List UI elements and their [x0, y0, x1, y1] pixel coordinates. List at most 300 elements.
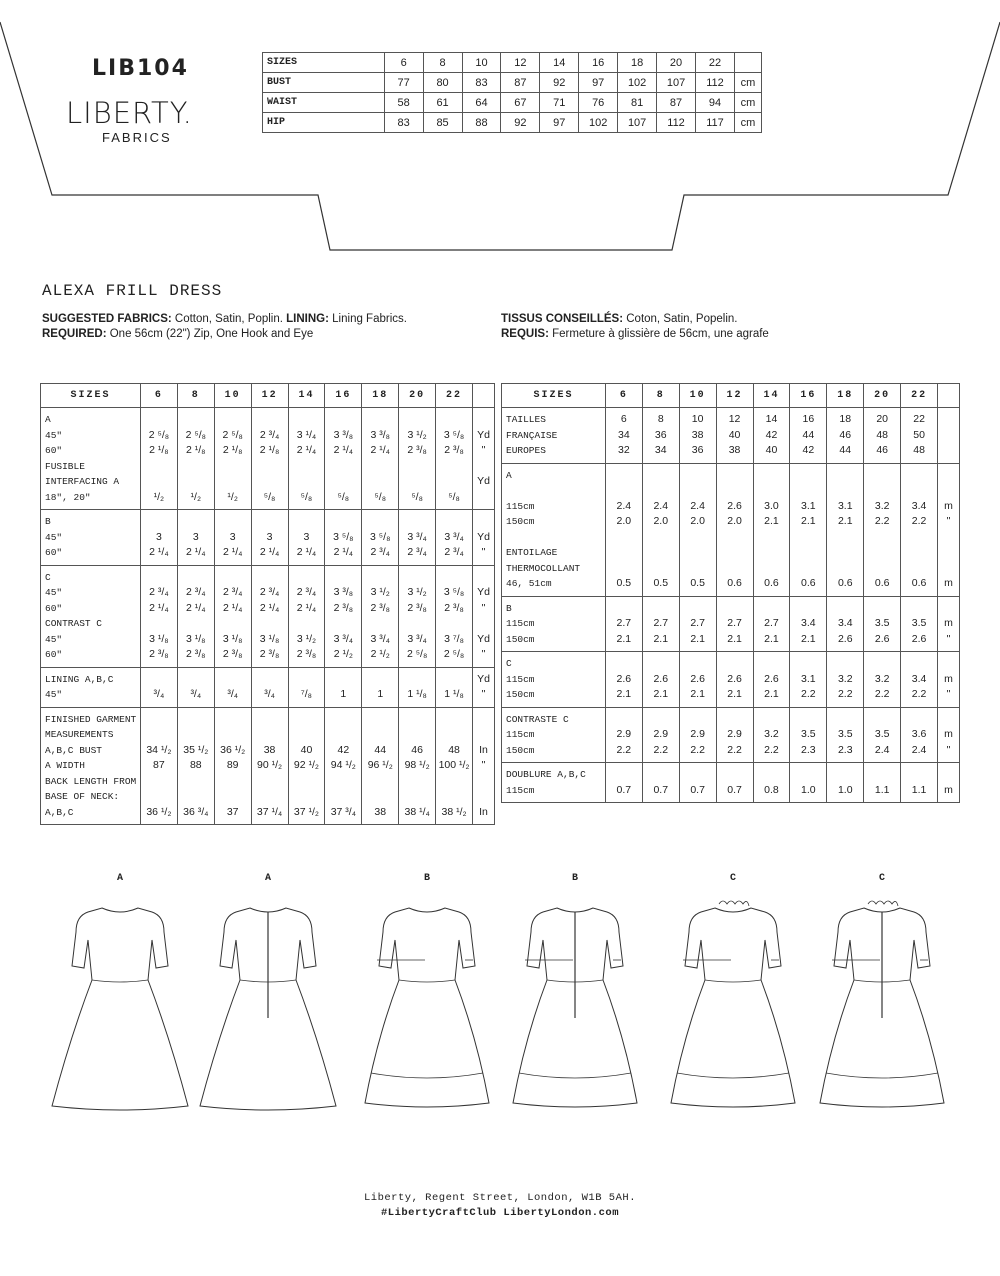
yardage-value	[901, 483, 937, 499]
size-column-cell	[864, 463, 901, 596]
yardage-value	[717, 561, 753, 577]
line-label: 60"	[45, 445, 63, 456]
yardage-value	[754, 561, 790, 577]
requis-value: Fermeture à glissière de 56cm, une agrafe	[548, 328, 769, 340]
yardage-value: 2.1	[616, 632, 632, 645]
size-column-cell	[605, 596, 642, 652]
line-label: 60"	[45, 547, 63, 558]
yardage-value	[289, 727, 325, 743]
yardage-value	[289, 570, 325, 586]
yardage-value	[680, 468, 716, 484]
size-column-cell	[716, 763, 753, 803]
yardage-value: 2.9	[653, 728, 669, 740]
yardage-value: 2.4	[690, 499, 705, 512]
unit-column-cell	[938, 408, 960, 464]
dress-drawing	[802, 888, 962, 1138]
yardage-value: ³/₄	[227, 688, 239, 700]
yardage-value: 38 ¹/₄	[404, 805, 430, 818]
yardage-value	[901, 767, 937, 783]
size-column-cell	[214, 707, 251, 825]
line-label: 115cm	[506, 673, 535, 685]
measurement-unit: cm	[734, 73, 761, 93]
size-column-cell	[288, 565, 325, 667]
unit-column-cell	[473, 667, 495, 707]
yardage-value	[362, 789, 398, 805]
yardage-value: 2 ¹/₄	[296, 601, 317, 614]
yardage-value: 48	[876, 428, 889, 441]
measurement-value: 88	[462, 113, 501, 133]
group-bottom-pad	[506, 647, 605, 651]
line-label: 45"	[45, 587, 63, 598]
yardage-value: ¹/₂	[153, 490, 165, 503]
yardage-value	[399, 616, 435, 632]
yardage-value: 40	[300, 743, 313, 756]
size-column-cell	[605, 652, 642, 708]
yardage-value	[252, 474, 288, 490]
yardage-value	[141, 616, 177, 632]
yardage-value	[754, 656, 790, 672]
yardage-value: 2 ¹/₈	[259, 444, 280, 456]
yardage-value: 18	[839, 413, 852, 425]
lining-key: LINING:	[286, 313, 329, 325]
unit-header	[938, 384, 960, 408]
yardage-value: 2 ³/₄	[149, 586, 169, 598]
yardage-value	[215, 570, 251, 586]
yardage-value	[362, 474, 398, 490]
line-label	[506, 483, 605, 499]
unit-label	[938, 483, 959, 499]
yardage-value	[399, 412, 435, 428]
yardage-value: 2 ³/₈	[407, 601, 427, 614]
yardage-value: 2 ³/₈	[370, 601, 390, 614]
yardage-value: 2.4	[874, 743, 890, 756]
yardage-value	[141, 712, 177, 728]
yardage-value: ³/₄	[190, 688, 202, 700]
garment-sketches	[0, 868, 1000, 1138]
yardage-value: 2 ³/₈	[407, 444, 427, 456]
size-column-cell	[679, 463, 716, 596]
yardage-value	[325, 459, 361, 475]
yardage-value: 2.2	[690, 743, 705, 756]
size-column-cell	[642, 652, 679, 708]
unit-label: "	[481, 444, 486, 456]
yardage-value: ⁵/₈	[374, 490, 387, 503]
size-column-cell	[901, 596, 938, 652]
size-column-cell	[753, 707, 790, 763]
yardage-value: 2 ³/₄	[296, 586, 317, 598]
yardage-value	[289, 789, 325, 805]
unit-label	[938, 601, 959, 617]
yardage-value: 2 ¹/₂	[370, 648, 390, 660]
yardage-value	[215, 474, 251, 490]
unit-label: "	[946, 515, 951, 527]
yardage-value: 38	[691, 428, 704, 441]
yardage-value	[178, 712, 214, 728]
line-label: A,B,C BUST	[45, 744, 103, 756]
yardage-value: 2.6	[764, 672, 779, 685]
yardage-value: ⁵/₈	[337, 490, 350, 503]
yardage-value	[754, 545, 790, 561]
yardage-value: 2 ³/₄	[186, 586, 206, 598]
yardage-value	[790, 483, 826, 499]
yardage-value	[289, 774, 325, 790]
yardage-value	[864, 601, 900, 617]
measurement-value: 64	[462, 93, 501, 113]
yardage-value	[215, 789, 251, 805]
size-header: 16	[790, 384, 827, 408]
group-bottom-pad	[45, 703, 140, 707]
size-cell: 18	[618, 53, 657, 73]
yardage-value: 2 ⁵/₈	[148, 428, 170, 441]
yardage-value: 2 ³/₈	[333, 601, 354, 614]
yardage-value: 2.6	[874, 632, 890, 645]
size-column-cell	[642, 596, 679, 652]
yardage-value: 98 ¹/₂	[404, 759, 430, 771]
suggested-fabrics-key: SUGGESTED FABRICS:	[42, 313, 172, 325]
yardage-value	[215, 672, 251, 688]
yardage-value: 89	[226, 759, 239, 771]
yardage-value: 2.1	[690, 632, 705, 645]
yardage-value	[289, 616, 325, 632]
yardage-value	[178, 412, 214, 428]
group-labels	[41, 408, 141, 510]
sketch-label: A	[116, 873, 123, 884]
size-column-cell	[864, 596, 901, 652]
yardage-value	[901, 656, 937, 672]
yardage-value: 0.6	[801, 577, 816, 589]
yardage-value: ¹/₂	[227, 490, 238, 503]
size-column-cell	[790, 596, 827, 652]
unit-label: In	[479, 805, 488, 818]
yardage-value	[827, 483, 863, 499]
yardage-value	[436, 570, 472, 586]
yardage-value	[325, 474, 361, 490]
yardage-value	[864, 656, 900, 672]
yardage-value: 3.2	[764, 728, 779, 740]
size-column-cell	[642, 707, 679, 763]
yardage-value: 2.4	[653, 499, 669, 512]
yardage-value	[827, 601, 863, 617]
yardage-value: 1.0	[837, 783, 853, 796]
tissus-value: Coton, Satin, Popelin.	[623, 313, 738, 325]
line-label: 150cm	[506, 744, 535, 756]
yardage-value	[827, 468, 863, 484]
yardage-value	[289, 459, 325, 475]
yardage-value	[325, 570, 361, 586]
group-labels	[41, 565, 141, 667]
yardage-value	[399, 514, 435, 530]
size-column-cell	[177, 510, 214, 566]
yardage-value: 2.0	[690, 515, 705, 527]
group-bottom-pad	[45, 820, 140, 824]
yardage-value: 2 ⁵/₈	[185, 428, 206, 441]
yardage-value: 34 ¹/₂	[146, 743, 172, 756]
yardage-value: ⁵/₈	[411, 490, 423, 503]
size-column-cell	[716, 596, 753, 652]
measurement-label: BUST	[263, 73, 385, 93]
unit-label: Yd	[477, 586, 490, 598]
line-label: 18", 20"	[45, 491, 91, 503]
yardage-value: 2.2	[616, 743, 632, 756]
unit-label: m	[944, 499, 953, 512]
body-measurement-table	[262, 52, 762, 133]
yardage-value: 3.5	[801, 728, 816, 740]
yardage-value	[325, 789, 361, 805]
yardage-value	[362, 459, 398, 475]
yardage-value	[790, 656, 826, 672]
unit-label: m	[944, 577, 953, 589]
dress-drawing	[188, 888, 348, 1138]
yardage-value	[178, 459, 214, 475]
measurement-value: 71	[540, 93, 579, 113]
yardage-value: 2.4	[616, 499, 632, 512]
yardage-value	[141, 672, 177, 688]
yardage-value: 2.1	[764, 688, 779, 700]
yardage-value	[901, 712, 937, 728]
footer-address: Liberty, Regent Street, London, W1B 5AH.	[363, 1192, 637, 1204]
line-label: C	[45, 571, 51, 583]
unit-label: m	[944, 617, 953, 629]
yardage-value: 2.2	[727, 743, 742, 756]
yardage-value: 3 ⁵/₈	[443, 586, 465, 598]
yardage-value	[827, 712, 863, 728]
yardage-value: 3 ⁵/₈	[333, 530, 354, 543]
yardage-value: 3.0	[764, 499, 779, 512]
size-header: 18	[827, 384, 864, 408]
measurement-value: 85	[423, 113, 462, 133]
yardage-value	[141, 514, 177, 530]
yardage-value	[864, 545, 900, 561]
unit-label: Yd	[477, 632, 490, 645]
size-column-cell	[864, 652, 901, 708]
yardage-value: 2 ³/₄	[444, 546, 464, 558]
size-column-cell	[251, 565, 288, 667]
size-cell: 12	[501, 53, 540, 73]
yardage-value: 2.6	[690, 672, 705, 685]
yardage-value: 42	[337, 743, 350, 756]
yardage-value: 36 ¹/₂	[220, 743, 246, 756]
yardage-value: 2.2	[837, 688, 853, 700]
yardage-value: 6	[620, 413, 627, 425]
unit-cell	[734, 53, 761, 73]
yardage-value	[643, 561, 679, 577]
yardage-value: 2 ¹/₈	[222, 444, 243, 456]
yardage-value: 50	[913, 428, 925, 441]
unit-label: "	[481, 648, 486, 660]
dress-drawing	[347, 888, 507, 1138]
yardage-value	[325, 514, 361, 530]
yardage-value: 2 ¹/₄	[370, 444, 390, 456]
yardage-value: 3.5	[837, 728, 853, 740]
suggested-fabrics-value: Cotton, Satin, Poplin.	[171, 313, 287, 325]
unit-column-cell	[473, 707, 495, 825]
yardage-value: 2 ³/₈	[222, 648, 243, 660]
line-label: 45"	[45, 531, 63, 543]
yardage-value: 2 ¹/₄	[333, 444, 354, 456]
yardage-value	[643, 468, 679, 484]
yardage-value: 46	[876, 444, 889, 456]
yardage-value	[215, 727, 251, 743]
line-label: EUROPES	[506, 445, 546, 456]
yardage-value: 2.1	[837, 515, 853, 527]
size-column-cell	[864, 763, 901, 803]
yardage-value	[141, 774, 177, 790]
yardage-value: 36	[691, 444, 704, 456]
size-column-cell	[827, 652, 864, 708]
unit-label: Yd	[477, 475, 490, 487]
yardage-value: 36	[654, 428, 667, 441]
unit-label: m	[944, 728, 953, 740]
yardage-value: 3	[155, 530, 162, 543]
measurement-value: 112	[657, 113, 696, 133]
yardage-value: 2.6	[616, 672, 632, 685]
unit-label	[473, 789, 494, 805]
yardage-value	[289, 514, 325, 530]
fabric-group-row	[502, 763, 960, 803]
size-column-cell	[140, 667, 177, 707]
yardage-value: 37 ¹/₄	[256, 805, 283, 818]
sketch-b-front	[347, 868, 507, 1138]
yardage-value: 0.6	[911, 577, 927, 589]
yardage-value	[362, 412, 398, 428]
size-column-cell	[716, 707, 753, 763]
measurement-unit: cm	[734, 113, 761, 133]
required-key: REQUIRED:	[42, 328, 107, 340]
tissus-key: TISSUS CONSEILLÉS:	[501, 313, 624, 325]
yardage-value	[827, 561, 863, 577]
measurement-value: 92	[540, 73, 579, 93]
yardage-value: 2 ¹/₄	[296, 546, 317, 558]
brand-subtitle: FABRICS	[102, 130, 172, 145]
size-header: 20	[864, 384, 901, 408]
size-column-cell	[679, 596, 716, 652]
size-cell: 8	[423, 53, 462, 73]
fabric-group-row	[502, 408, 960, 464]
yardage-value	[178, 774, 214, 790]
size-column-cell	[436, 707, 473, 825]
yardage-value	[436, 774, 472, 790]
yardage-value: 2 ³/₄	[407, 546, 427, 558]
yardage-value	[178, 474, 214, 490]
unit-label	[473, 514, 494, 530]
yardage-value	[141, 474, 177, 490]
yardage-value	[399, 570, 435, 586]
yardage-value: 96 ¹/₂	[367, 759, 393, 771]
yardage-value: 3 ⁵/₈	[443, 428, 465, 441]
yardage-value	[399, 774, 435, 790]
size-column-cell	[214, 667, 251, 707]
yardage-value	[289, 412, 325, 428]
size-column-cell	[399, 667, 436, 707]
fabric-group-row	[502, 463, 960, 596]
yardage-value	[362, 727, 398, 743]
yardage-value: 32	[618, 444, 630, 456]
yardage-value	[362, 616, 398, 632]
yardage-value	[680, 483, 716, 499]
yardage-value	[864, 767, 900, 783]
unit-label: "	[481, 546, 486, 558]
yardage-value: 0.7	[690, 783, 705, 796]
unit-label: m	[944, 783, 953, 796]
yardage-value: 38 ¹/₂	[441, 805, 467, 818]
yardage-value: 37 ¹/₂	[293, 805, 319, 818]
group-labels	[41, 510, 141, 566]
yardage-value: 3 ³/₈	[333, 586, 354, 598]
yardage-value: 36 ³/₄	[183, 805, 209, 818]
yardage-value	[399, 474, 435, 490]
yardage-value: 3 ¹/₈	[222, 632, 243, 645]
yardage-value: 1.0	[801, 783, 816, 796]
yardage-value	[252, 570, 288, 586]
line-label: CONTRASTE C	[506, 713, 569, 725]
yardage-value	[606, 767, 642, 783]
unit-label	[938, 561, 959, 577]
fabric-group-row	[41, 707, 495, 825]
yardage-value: 2 ³/₈	[259, 648, 280, 660]
yardage-value	[399, 789, 435, 805]
yardage-value: 35 ¹/₂	[183, 743, 209, 756]
group-bottom-pad	[506, 459, 605, 463]
size-column-cell	[436, 565, 473, 667]
yardage-value	[717, 601, 753, 617]
size-column-cell	[399, 565, 436, 667]
yardage-value: 37	[226, 805, 239, 818]
yardage-value: ¹/₂	[190, 490, 202, 503]
yardage-value	[606, 545, 642, 561]
yardage-value: 2.2	[801, 688, 816, 700]
required-value: One 56cm (22") Zip, One Hook and Eye	[106, 328, 314, 340]
yardage-value	[606, 530, 642, 546]
yardage-value	[790, 468, 826, 484]
yardage-value: 2.4	[911, 743, 927, 756]
yardage-value: 1 ¹/₈	[407, 688, 427, 700]
yardage-value	[827, 767, 863, 783]
yardage-value: 3	[229, 530, 236, 543]
unit-column-cell	[473, 510, 495, 566]
yardage-value	[289, 712, 325, 728]
yardage-value: 2.2	[911, 515, 927, 527]
size-column-cell	[753, 463, 790, 596]
size-column-cell	[605, 707, 642, 763]
size-column-cell	[605, 408, 642, 464]
sketch-label: C	[878, 873, 885, 884]
yardage-value: 1.1	[874, 783, 890, 796]
pattern-code: LIB104	[92, 56, 189, 81]
yardage-value: 2 ¹/₈	[186, 444, 206, 456]
yardage-value: 3 ³/₄	[333, 632, 354, 645]
yardage-value	[901, 530, 937, 546]
yardage-value: 1	[377, 688, 384, 700]
yardage-value: 2 ³/₄	[259, 586, 280, 598]
line-label: MEASUREMENTS	[45, 729, 114, 740]
unit-label: "	[481, 759, 486, 771]
size-column-cell	[901, 763, 938, 803]
yardage-value	[252, 459, 288, 475]
yardage-value: 2 ⁵/₈	[443, 648, 465, 660]
yardage-value	[399, 459, 435, 475]
size-column-cell	[642, 463, 679, 596]
yardage-value	[643, 530, 679, 546]
yardage-value: 1	[340, 688, 347, 700]
group-labels	[502, 652, 606, 708]
fabric-group-row	[502, 707, 960, 763]
yardage-value	[436, 459, 472, 475]
yardage-value: 8	[657, 413, 664, 425]
yardage-value	[178, 514, 214, 530]
group-labels	[502, 596, 606, 652]
yardage-value: 2.2	[874, 515, 890, 527]
yardage-value	[436, 616, 472, 632]
